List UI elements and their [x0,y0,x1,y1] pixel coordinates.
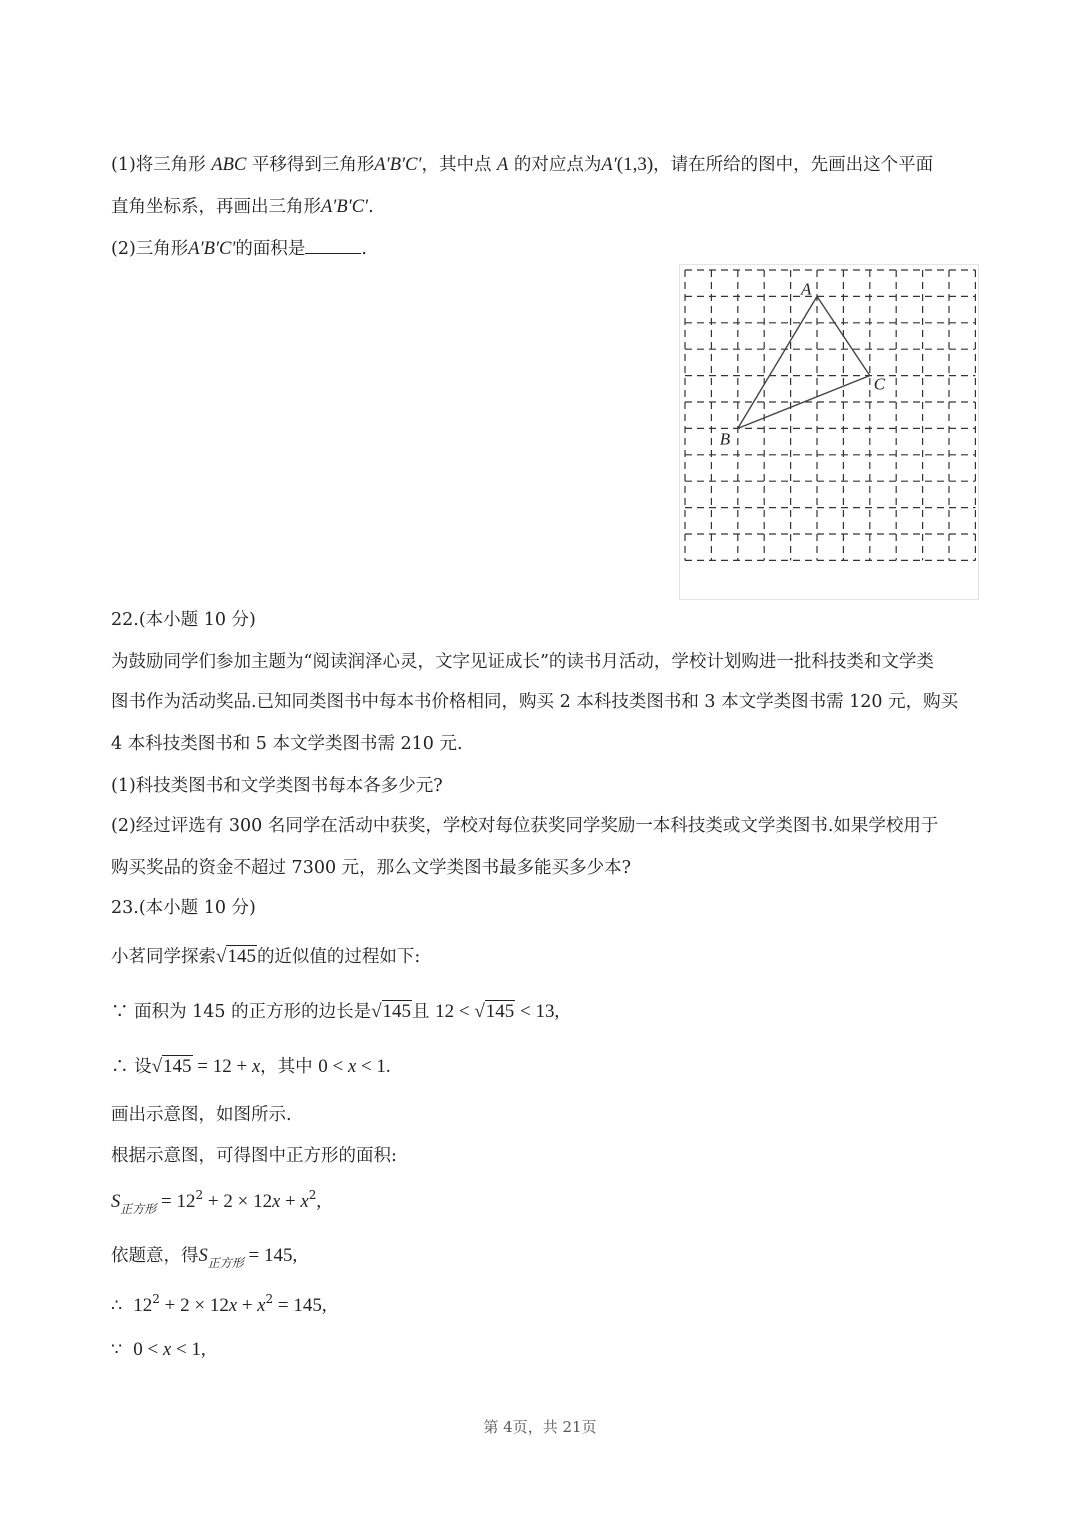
math-op: + [280,1191,301,1212]
math-op: = [156,1191,177,1212]
math-var: x [251,1057,261,1077]
math-op: + [159,1295,181,1316]
sqrt-symbol: √ [371,1001,382,1022]
answer-blank [305,237,361,254]
math-var: x [347,1057,357,1077]
math-num: 1 [191,1339,201,1360]
text: ，其中点 [421,155,498,175]
q23-step4: 根据示意图，可得图中正方形的面积: [111,1146,397,1166]
math-op: + [237,1295,258,1316]
math-num: 12 [435,1001,455,1022]
q22-header: 22.(本小题 10 分) [111,610,256,630]
math-num: 2 [180,1295,190,1316]
text: 平移得到三角形 [246,155,375,175]
q21-part1-line2 [111,195,968,219]
text: 面积为 145 的正方形的边长是 [128,1002,372,1022]
q22-line2: 图书作为活动奖品.已知同类图书中每本书价格相同，购买 2 本科技类图书和 3 本文学类图书需 120 元，购买 [111,692,959,712]
math-punct: , [316,1191,322,1212]
math-punct: , [200,1339,206,1360]
text: . [361,239,367,259]
math-var: x [163,1340,172,1360]
math-op: = 145, [273,1295,327,1316]
q23-step1 [111,1000,968,1024]
math-op: < [454,1001,475,1022]
math-var: x [272,1192,281,1212]
math-var: A′ [601,155,617,175]
q21-part2 [111,237,968,261]
q22-line3: 4 本科技类图书和 5 本文学类图书需 210 元. [111,734,463,754]
text: 且 [412,1002,436,1022]
text: (1)将三角形 [111,155,212,175]
q23-header: 23.(本小题 10 分) [111,898,256,918]
triangle-edge-AB [738,296,817,428]
grid-figure [679,264,979,600]
superscript: 2 [195,1188,204,1202]
text: (2)三角形 [111,239,189,259]
math-punct: , [554,1001,560,1022]
math-num: 0 [133,1339,143,1360]
math-op: < [327,1056,348,1077]
sqrt-symbol: √ [151,1056,163,1077]
q23-intro [111,945,968,969]
because-symbol: ∵ [111,1340,123,1360]
math-op: < [171,1339,192,1360]
text: 小茗同学探索 [111,947,216,967]
superscript: 2 [152,1292,160,1306]
math-num: (1,3) [616,154,654,175]
q22-line4: (1)科技类图书和文学类图书每本各多少元? [111,776,443,796]
text: ，其中 [260,1057,319,1077]
math-num: 12 [253,1191,273,1212]
math-num: 145 [382,1001,412,1022]
math-num: 145 [263,1245,293,1266]
text: ，请在所给的图中，先画出这个平面 [653,155,934,175]
text: 依题意，得 [111,1246,199,1266]
math-punct: , [292,1245,298,1266]
subscript: 正方形 [207,1256,244,1270]
q22-line1: 为鼓励同学们参加主题为“阅读润泽心灵，文字见证成长”的读书月活动，学校计划购进一批科技类和文学类 [111,652,934,672]
math-var: x [228,1296,238,1316]
math-var: x [300,1192,309,1212]
math-num: 145 [227,946,256,967]
math-var: A′B′C′ [188,239,236,259]
math-op: = 12 + [192,1056,252,1077]
vertex-label-C: C [873,374,886,394]
math-num: 12 [176,1191,196,1212]
therefore-symbol: ∴ [111,1296,123,1316]
q23-step3: 画出示意图，如图所示. [111,1105,292,1125]
math-num: 12 [209,1295,229,1316]
math-num: 2 [223,1191,233,1212]
q23-step7 [111,1294,968,1319]
math-num: 13 [535,1001,555,1022]
math-num: 12 [133,1295,153,1316]
math-num: 1 [376,1056,386,1077]
math-num: 145 [163,1056,192,1077]
text: 直角坐标系，再画出三角形 [111,197,321,217]
vertex-label-B: B [719,429,731,449]
therefore-symbol: ∴ [111,1057,129,1077]
math-op: + [203,1191,224,1212]
text: 设 [128,1057,152,1077]
math-num: 0 [318,1056,328,1077]
page-footer: 第 4页，共 21页 [483,1418,597,1436]
text: . [368,197,374,217]
q23-step2 [111,1055,968,1079]
math-var: S [111,1192,121,1212]
q22-line6: 购买奖品的资金不超过 7300 元，那么文学类图书最多能买多少本? [111,858,632,878]
because-symbol: ∵ [111,1002,129,1022]
q22-line5: (2)经过评选有 300 名同学在活动中获奖，学校对每位获奖同学奖励一本科技类或文学类图书.如果学校用于 [111,816,939,836]
q23-area-formula [111,1190,968,1215]
superscript: 2 [265,1292,274,1306]
q23-step6 [111,1244,968,1269]
vertex-label-A: A [801,279,812,299]
q23-step8 [111,1338,968,1362]
text: 的面积是 [235,239,306,259]
math-op: = [243,1245,264,1266]
vertex-labels [720,279,886,448]
text: 的对应点为 [508,155,602,175]
grid-lines [685,270,975,560]
subscript: 正方形 [120,1202,157,1216]
q21-part1-line1 [111,153,968,177]
math-op: < [356,1056,377,1077]
math-punct: . [385,1056,391,1077]
sqrt-symbol: √ [474,1001,485,1022]
math-num: 145 [485,1001,515,1022]
sqrt-symbol: √ [216,946,227,967]
superscript: 2 [308,1188,317,1202]
math-var: S [198,1246,208,1266]
math-op: < [142,1339,163,1360]
triangle-edges [738,296,870,428]
math-var: A′B′C′ [374,155,422,175]
math-var: A′B′C′ [321,197,369,217]
math-op: < [515,1001,536,1022]
text: 的近似值的过程如下: [256,947,421,967]
math-op: × [232,1191,254,1212]
math-var: A [497,155,509,175]
math-op: × [189,1295,210,1316]
math-var: ABC [211,155,247,175]
math-var: x [257,1296,266,1316]
